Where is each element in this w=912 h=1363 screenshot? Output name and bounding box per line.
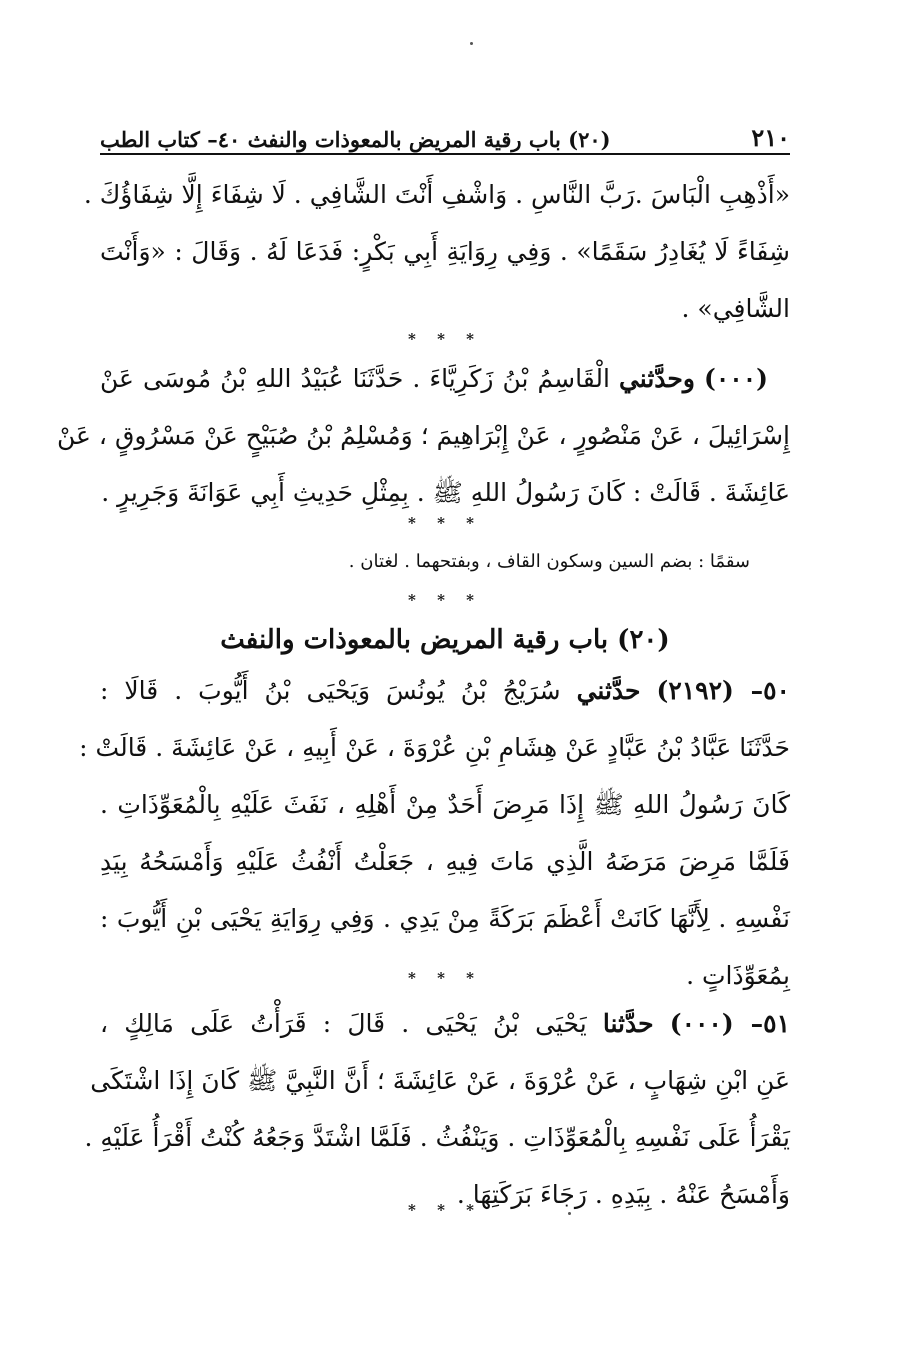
text-line: عَائِشَةَ . قَالَتْ : كَانَ رَسُولُ اللهِ ﷺ . بِمِثْلِ حَدِيثِ أَبِي عَوَانَةَ وَجَرِيرٍ . <box>101 478 790 507</box>
page-speck <box>470 42 473 45</box>
hadith-50 <box>79 662 790 1004</box>
hadith-text: الْقَاسِمُ بْنُ زَكَرِيَّاءَ . حَدَّثَنَا عُبَيْدُ اللهِ بْنُ مُوسَى عَنْ <box>100 364 610 393</box>
text-line: «أَذْهِبِ الْبَاسَ .رَبَّ النَّاسِ . وَاشْفِ أَنْتَ الشَّافِي . لَا شِفَاءَ إِلَّا شِفَاؤُكَ . <box>83 180 790 209</box>
section-separator: * * * <box>408 1201 482 1219</box>
text-line: إِسْرَائِيلَ ، عَنْ مَنْصُورٍ ، عَنْ إِبْرَاهِيمَ ؛ وَمُسْلِمُ بْنُ صُبَيْحٍ عَنْ مَسْرُوقٍ ، عَنْ <box>57 421 790 450</box>
text-line: نَفْسِهِ . لِأَنَّهَا كَانَتْ أَعْظَمَ بَرَكَةً مِنْ يَدِي . وَفِي رِوَايَةِ يَحْيَى بْنِ أَيُّوبَ : <box>100 904 790 933</box>
hadith-text: يَحْيَى بْنُ يَحْيَى . قَالَ : قَرَأْتُ عَلَى مَالِكٍ ، <box>100 1009 587 1038</box>
text-line: عَنِ ابْنِ شِهَابٍ ، عَنْ عُرْوَةَ ، عَنْ عَائِشَةَ ؛ أَنَّ النَّبِيَّ ﷺ كَانَ إِذَا اشْتَكَى <box>90 1066 790 1095</box>
hadith-number: ٥٠– (٢١٩٢) <box>656 676 790 705</box>
text-line: وَأَمْسَحُ عَنْهُ . بِيَدِهِ . رَجَاءَ بَرَكَتِهَا . <box>456 1180 790 1209</box>
hadith-000-a <box>57 350 790 521</box>
text-line: الشَّافِي» . <box>681 294 790 323</box>
hadith-number: ٥١– (٠٠٠) <box>669 1009 790 1038</box>
text-line <box>100 350 790 407</box>
text-line: بِمُعَوِّذَاتٍ . <box>686 961 790 990</box>
section-separator: * * * <box>408 969 482 987</box>
continuation-paragraph <box>83 166 790 337</box>
text-line <box>100 995 790 1052</box>
text-line: فَلَمَّا مَرِضَ مَرَضَهُ الَّذِي مَاتَ فِيهِ ، جَعَلْتُ أَنْفُثُ عَلَيْهِ وَأَمْسَحُهُ بِيَدِ <box>100 847 790 876</box>
section-separator: * * * <box>408 330 482 348</box>
text-line: يَقْرَأُ عَلَى نَفْسِهِ بِالْمُعَوِّذَاتِ . وَيَنْفُثُ . فَلَمَّا اشْتَدَّ وَجَعُهُ كُنْتُ أَقْرَأُ عَلَيْهِ . <box>84 1123 790 1152</box>
hadith-opening: وحدَّثني <box>618 364 695 393</box>
hadith-opening: حدَّثنا <box>602 1009 654 1038</box>
text-line <box>100 662 790 719</box>
footnote: سقمًا : بضم السين وسكون القاف ، وبفتحهما . لغتان . <box>348 551 750 572</box>
text-line: شِفَاءً لَا يُغَادِرُ سَقَمًا» . وَفِي رِوَايَةِ أَبِي بَكْرٍ: فَدَعَا لَهُ . وَقَالَ : «وَأَنْتَ <box>100 237 790 266</box>
running-title: (٢٠) باب رقية المريض بالمعوذات والنفث ٤٠– كتاب الطب <box>100 127 611 152</box>
hadith-text: سُرَيْجُ بْنُ يُونُسَ وَيَحْيَى بْنُ أَيُّوبَ . قَالَا : <box>100 676 561 705</box>
text-line: حَدَّثَنَا عَبَّادُ بْنُ عَبَّادٍ عَنْ هِشَامِ بْنِ عُرْوَةَ ، عَنْ أَبِيهِ ، عَنْ عَائِشَةَ . قَالَتْ : <box>79 733 790 762</box>
header-rule <box>100 153 790 155</box>
section-separator: * * * <box>408 514 482 532</box>
hadith-opening: حدَّثني <box>576 676 641 705</box>
text-line: كَانَ رَسُولُ اللهِ ﷺ إِذَا مَرِضَ أَحَدٌ مِنْ أَهْلِهِ ، نَفَثَ عَلَيْهِ بِالْمُعَوِّذَاتِ . <box>100 790 790 819</box>
hadith-number: (٠٠٠) <box>704 364 768 393</box>
running-header <box>100 112 790 152</box>
section-separator: * * * <box>408 591 482 609</box>
chapter-heading: (٢٠) باب رقية المريض بالمعوذات والنفث <box>220 625 670 655</box>
page-speck <box>568 1212 571 1215</box>
page-number: ٢١٠ <box>751 123 790 152</box>
hadith-51 <box>84 995 790 1223</box>
